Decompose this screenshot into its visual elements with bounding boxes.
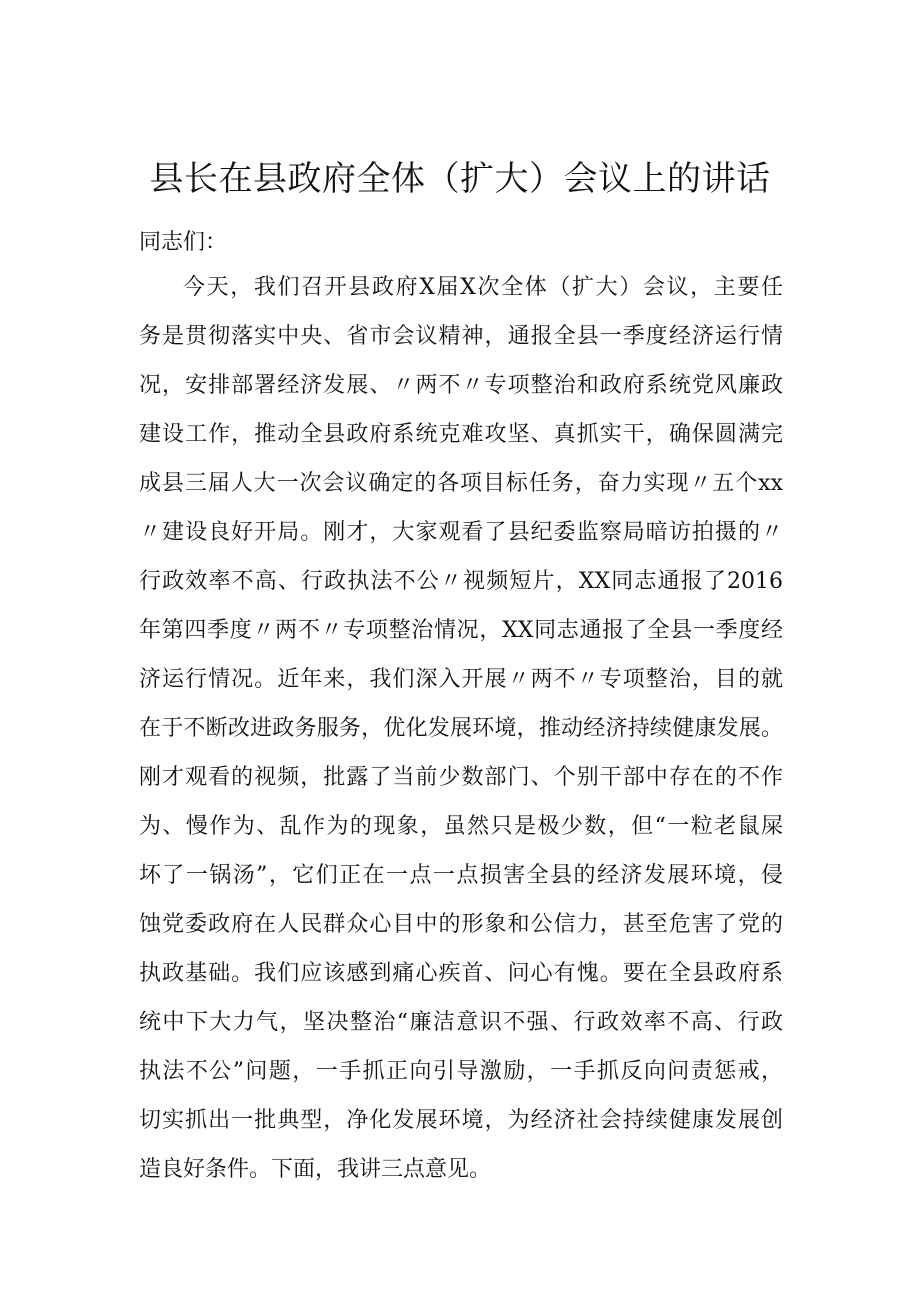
paragraph-line: 成县三届人大一次会议确定的各项目标任务，奋力实现〃五个xx — [139, 471, 783, 496]
paragraph-line: 蚀党委政府在人民群众心目中的形象和公信力，甚至危害了党的 — [139, 912, 783, 937]
paragraph-line: 〃建设良好开局。刚才，大家观看了县纪委监察局暗访拍摄的〃 — [139, 520, 783, 545]
paragraph-line: 今天，我们召开县政府X届X次全体（扩大）会议，主要任 — [183, 275, 783, 300]
paragraph-line: 建设工作，推动全县政府系统克难攻坚、真抓实干，确保圆满完 — [139, 422, 783, 447]
document-title: 县长在县政府全体（扩大）会议上的讲话 — [149, 159, 771, 199]
paragraph-line: 济运行情况。近年来，我们深入开展〃两不〃专项整治，目的就 — [139, 667, 783, 692]
salutation: 同志们： — [139, 230, 228, 255]
paragraph-line: 刚才观看的视频，批露了当前少数部门、个别干部中存在的不作 — [139, 765, 783, 790]
paragraph-line: 在于不断改进政务服务，优化发展环境，推动经济持续健康发展。 — [139, 716, 783, 741]
paragraph-line: 为、慢作为、乱作为的现象，虽然只是极少数，但“一粒老鼠屎 — [139, 814, 783, 839]
paragraph-line: 执政基础。我们应该感到痛心疾首、问心有愧。要在全县政府系 — [139, 961, 783, 986]
paragraph-line: 行政效率不高、行政执法不公〃视频短片，XX同志通报了2016 — [139, 569, 783, 594]
paragraph-line: 造良好条件。下面，我讲三点意见。 — [139, 1157, 492, 1182]
paragraph-line: 统中下大力气，坚决整治“廉洁意识不强、行政效率不高、行政 — [139, 1010, 783, 1035]
paragraph-line: 执法不公”问题，一手抓正向引导激励，一手抓反向问责惩戒， — [139, 1059, 783, 1084]
paragraph-line: 务是贯彻落实中央、省市会议精神，通报全县一季度经济运行情 — [139, 324, 783, 349]
paragraph-line: 坏了一锅汤”，它们正在一点一点损害全县的经济发展环境，侵 — [139, 863, 783, 888]
paragraph-line: 切实抓出一批典型，净化发展环境，为经济社会持续健康发展创 — [139, 1108, 783, 1133]
paragraph-line: 年第四季度〃两不〃专项整治情况，XX同志通报了全县一季度经 — [139, 618, 783, 643]
paragraph-line: 况，安排部署经济发展、〃两不〃专项整治和政府系统党风廉政 — [139, 373, 783, 398]
